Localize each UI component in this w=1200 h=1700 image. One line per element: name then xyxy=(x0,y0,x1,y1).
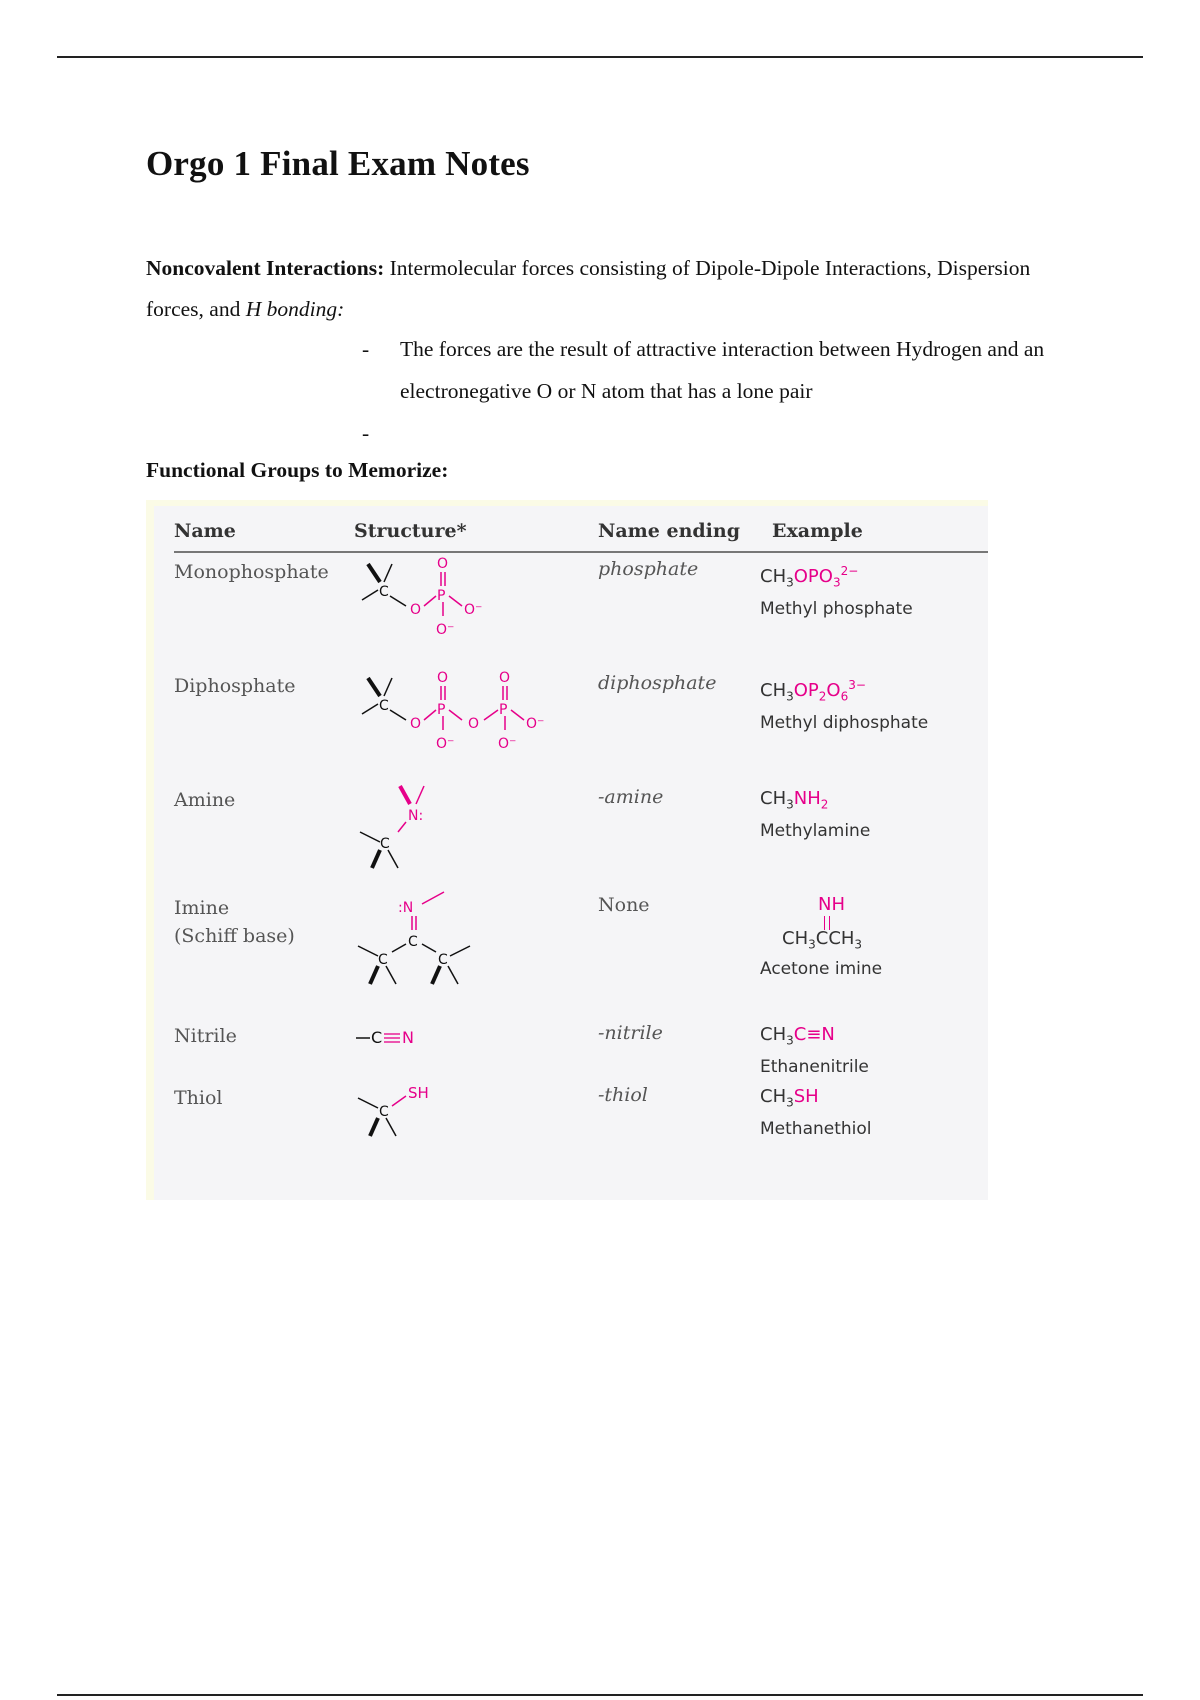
imine-structure xyxy=(354,880,494,990)
diphosphate-structure xyxy=(354,658,574,758)
example-name: Acetone imine xyxy=(760,959,883,979)
svg-text:C: C xyxy=(408,934,418,950)
example-formula: $CH_3SH$ xyxy=(760,1086,819,1110)
example-formula: $CH_3NH_2$ xyxy=(760,788,829,812)
example-name: Methylamine xyxy=(760,820,871,841)
imine-example-formula: NH $CH_3CCH_3$ Acetone imine xyxy=(760,894,920,984)
row-example xyxy=(760,672,928,736)
example-name: Ethanenitrile xyxy=(760,1056,869,1077)
bullet-item-empty xyxy=(362,412,1082,454)
example-name: Methyl diphosphate xyxy=(760,712,929,733)
svg-text:O: O xyxy=(410,602,422,618)
svg-text:N:: N: xyxy=(408,808,424,824)
svg-text:P: P xyxy=(437,588,446,604)
example-formula: $CH_3C\equiv N$ xyxy=(760,1024,835,1048)
row-example xyxy=(760,786,870,844)
svg-text:O: O xyxy=(468,716,480,732)
bullet-marker: - xyxy=(362,421,370,445)
svg-text:C: C xyxy=(378,952,388,968)
monophosphate-structure xyxy=(354,544,514,644)
example-formula: $CH_3OPO_3^{2-}$ xyxy=(760,564,859,590)
svg-text:P: P xyxy=(437,702,446,718)
example-name: Methyl phosphate xyxy=(760,598,913,619)
row-example xyxy=(760,1084,872,1142)
svg-text:O⁻: O⁻ xyxy=(436,736,455,752)
col-structure-header: Structure* xyxy=(354,520,467,542)
noncovalent-bullets xyxy=(362,328,1082,454)
svg-text:N: N xyxy=(402,1028,414,1047)
row-ending: -nitrile xyxy=(598,1022,663,1044)
bullet-marker: - xyxy=(362,337,370,361)
col-example-header: Example xyxy=(772,520,863,542)
header-rule xyxy=(174,551,988,553)
svg-text:O⁻: O⁻ xyxy=(526,716,545,732)
svg-text:C: C xyxy=(379,1104,389,1120)
svg-text:C: C xyxy=(438,952,448,968)
row-ending: -amine xyxy=(598,786,664,808)
svg-text:O: O xyxy=(499,670,511,686)
svg-text:C: C xyxy=(380,836,390,852)
row-name: Thiol xyxy=(174,1087,223,1109)
svg-text:C: C xyxy=(379,584,389,600)
row-name-line1: Imine xyxy=(174,897,230,919)
example-formula: $CH_3OP_2O_6^{3-}$ xyxy=(760,678,866,704)
row-example xyxy=(760,1022,869,1080)
row-ending: diphosphate xyxy=(598,672,717,694)
thiol-structure xyxy=(354,1076,474,1146)
row-name: Diphosphate xyxy=(174,675,296,697)
row-name xyxy=(174,894,295,950)
svg-text:O⁻: O⁻ xyxy=(498,736,517,752)
functional-groups-heading: Functional Groups to Memorize: xyxy=(146,458,449,482)
row-ending: None xyxy=(598,894,650,916)
svg-text::N: :N xyxy=(398,900,414,916)
nitrile-structure xyxy=(354,1022,454,1062)
svg-text:O: O xyxy=(437,670,449,686)
svg-text:O: O xyxy=(410,716,422,732)
bullet-text: The forces are the result of attractive interaction between Hydrogen and an electronegative O or N atom that has a lone pair xyxy=(400,337,1045,403)
row-ending: phosphate xyxy=(598,558,699,580)
table-header xyxy=(154,506,988,554)
col-name-header: Name xyxy=(174,520,236,542)
svg-text:O⁻: O⁻ xyxy=(436,622,455,638)
top-rule xyxy=(57,56,1143,58)
row-name: Amine xyxy=(174,789,236,811)
page-title: Orgo 1 Final Exam Notes xyxy=(146,144,530,183)
h-bonding-term: H bonding: xyxy=(245,297,345,321)
row-name-line2: (Schiff base) xyxy=(174,925,295,947)
svg-text:O: O xyxy=(437,556,449,572)
noncovalent-paragraph xyxy=(146,248,1076,330)
row-ending: -thiol xyxy=(598,1084,648,1106)
svg-text:C: C xyxy=(371,1028,383,1047)
svg-text:SH: SH xyxy=(408,1084,429,1102)
bottom-rule xyxy=(57,1694,1143,1696)
noncovalent-label: Noncovalent Interactions: xyxy=(146,256,385,280)
row-name: Nitrile xyxy=(174,1025,237,1047)
svg-text:P: P xyxy=(499,702,508,718)
noncovalent-text: Intermolecular forces consisting of Dipole-Dipole Interactions, Dispersion forces, and xyxy=(146,256,1031,321)
example-name: Methanethiol xyxy=(760,1118,872,1139)
col-ending-header: Name ending xyxy=(598,520,740,542)
bullet-item xyxy=(362,328,1082,412)
functional-groups-table xyxy=(146,500,988,1200)
row-name: Monophosphate xyxy=(174,561,329,583)
svg-text:O⁻: O⁻ xyxy=(464,602,483,618)
row-example xyxy=(760,894,920,984)
svg-text:C: C xyxy=(379,698,389,714)
row-example xyxy=(760,558,913,622)
amine-structure xyxy=(354,772,474,872)
